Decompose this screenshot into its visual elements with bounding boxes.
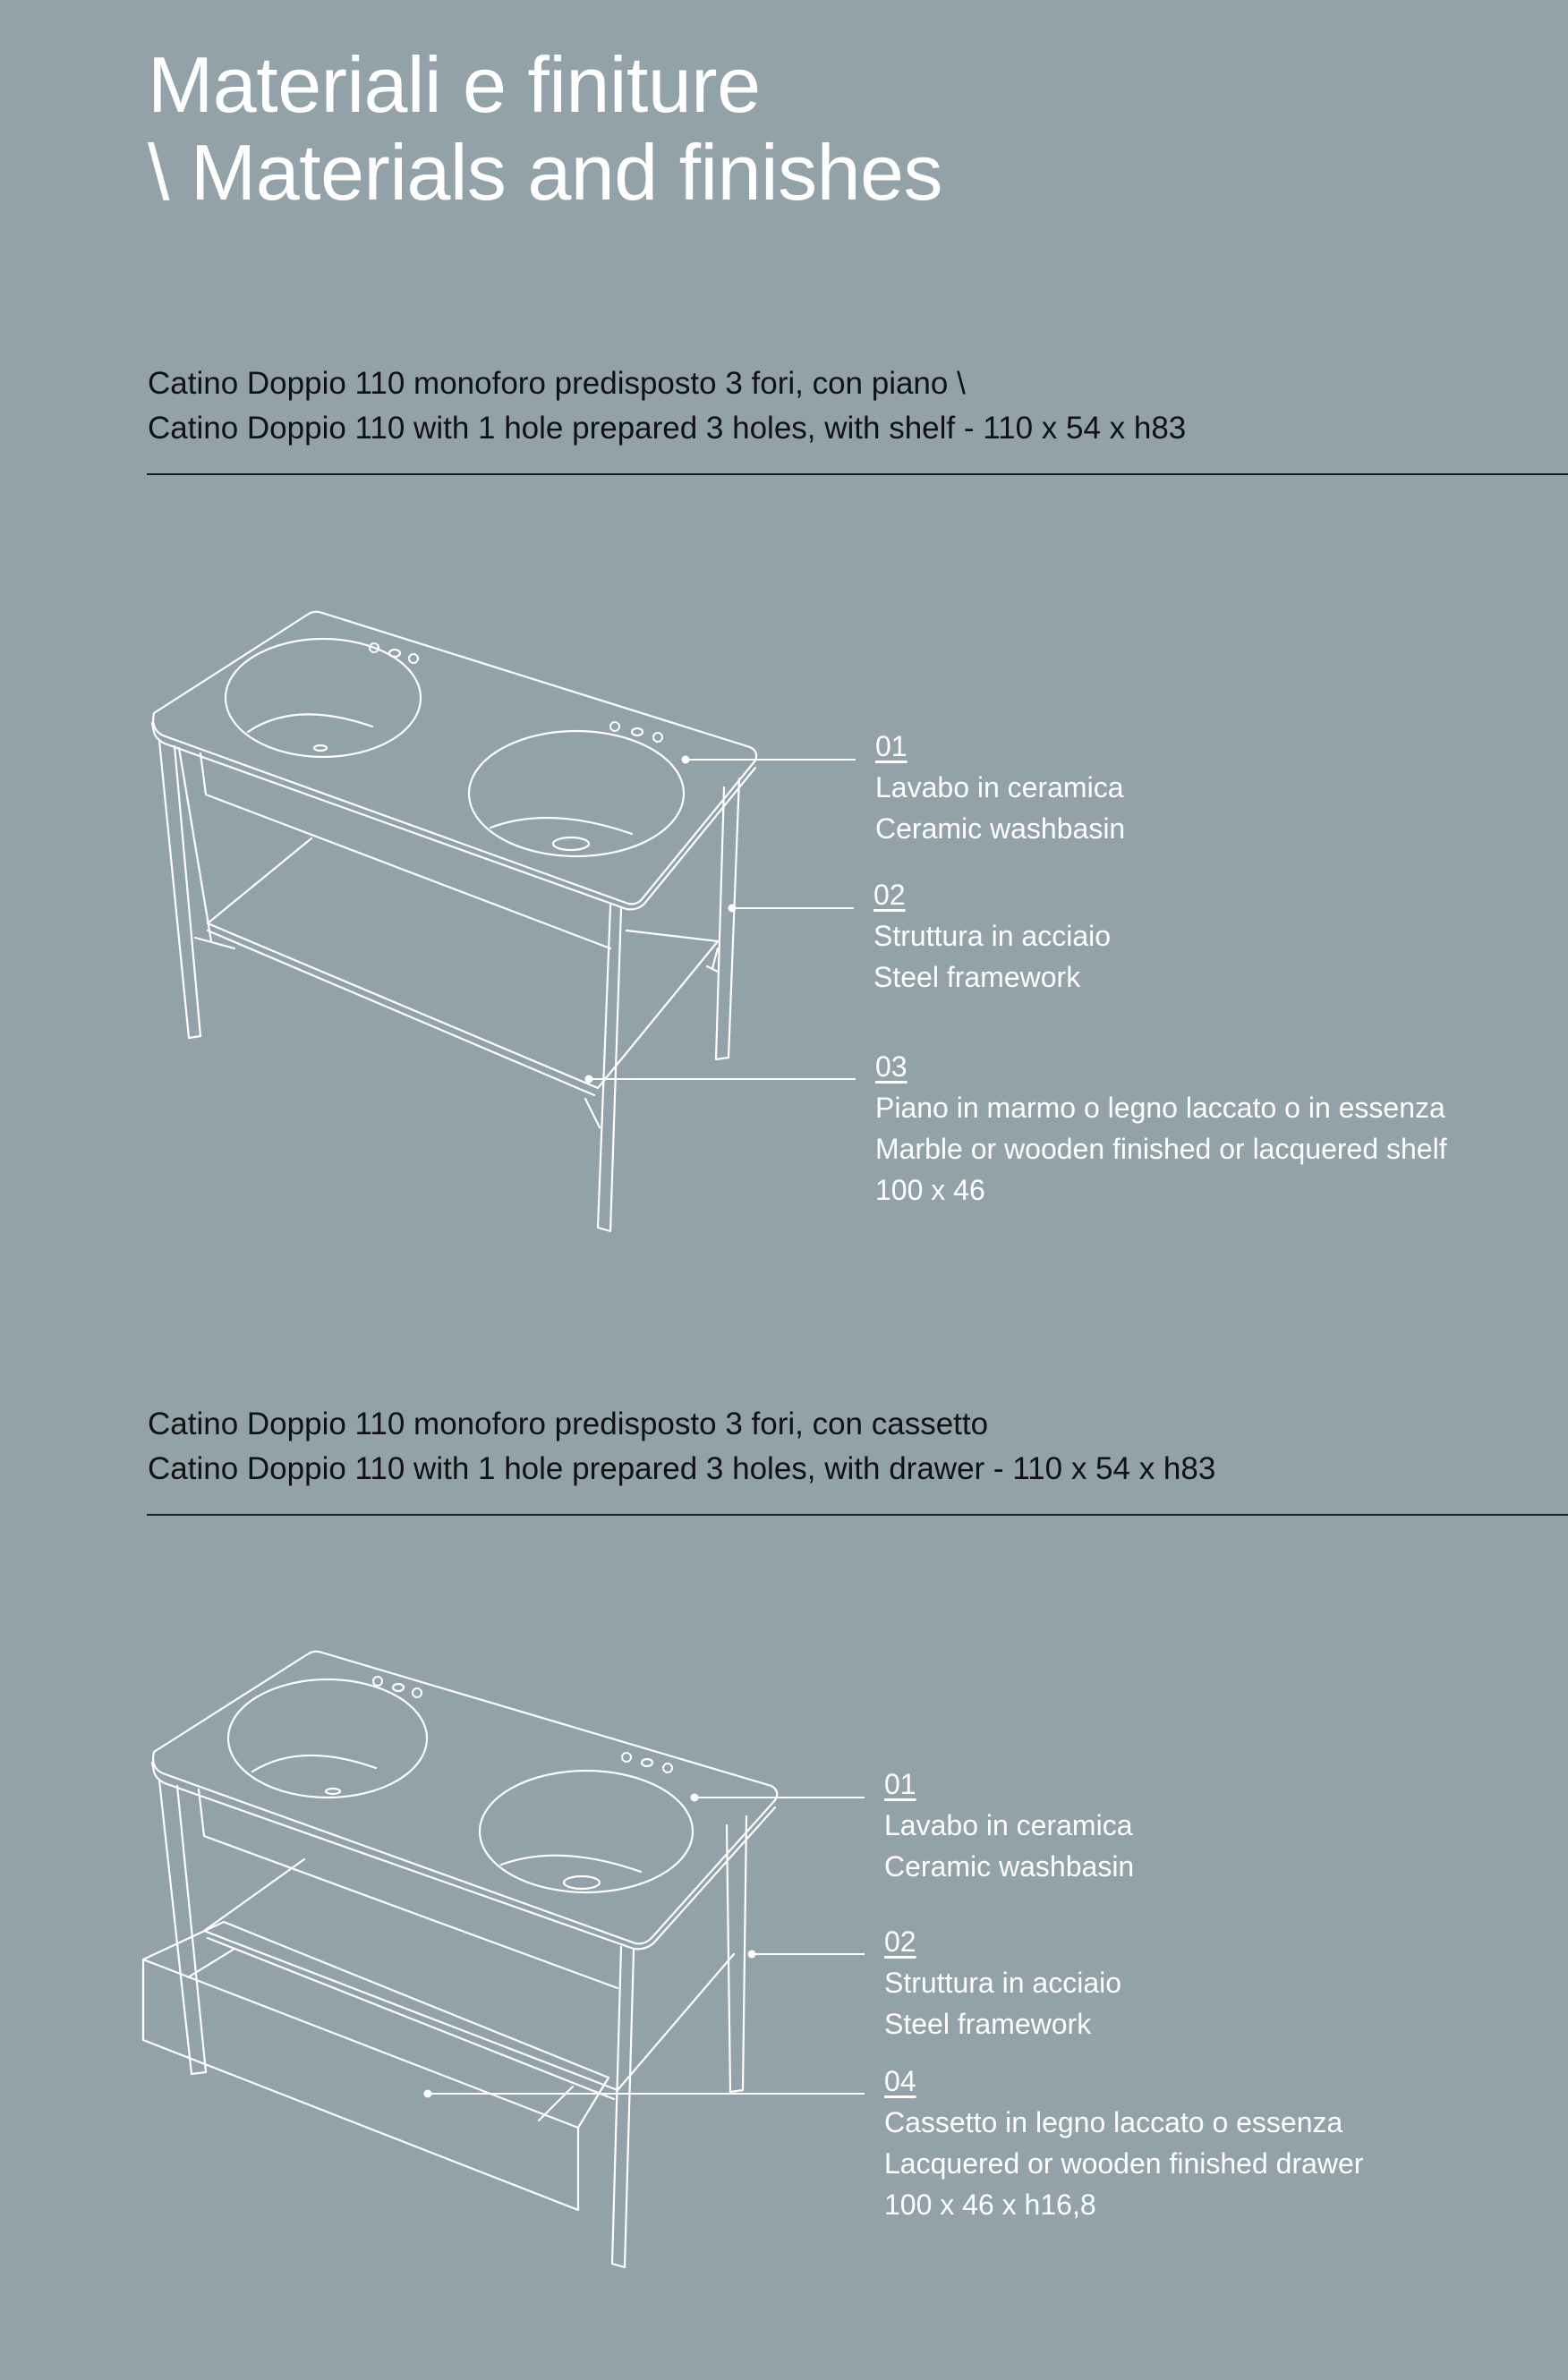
callout-number: 02 [884,1925,916,1958]
callout-english: Marble or wooden finished or lacquered shelf [875,1133,1447,1165]
callout-number: 01 [884,1768,916,1800]
section-heading-drawer [148,1402,1215,1492]
section-heading-italian: Catino Doppio 110 monoforo predisposto 3 fori, con piano \ [148,366,966,401]
section-heading-english: Catino Doppio 110 with 1 hole prepared 3 holes, with drawer - 110 x 54 x h83 [148,1451,1216,1486]
callout-english: Ceramic washbasin [884,1850,1135,1883]
callout-italian: Cassetto in legno laccato o essenza [884,2106,1343,2138]
callout-english: Ceramic washbasin [875,812,1126,845]
callout-english: Lacquered or wooden finished drawer [884,2147,1364,2180]
callout-number: 02 [873,879,906,911]
callout-01-washbasin [875,726,1125,849]
section-heading-shelf [148,361,1186,451]
section-heading-italian: Catino Doppio 110 monoforo predisposto 3 fori, con cassetto [148,1407,989,1441]
callout-number: 01 [875,730,908,762]
section-divider [147,473,1568,475]
callout-number: 03 [875,1050,908,1083]
callout-italian: Struttura in acciaio [884,1967,1122,1999]
callout-dimensions: 100 x 46 x h16,8 [884,2189,1096,2221]
callout-04-drawer [884,2061,1363,2225]
callout-02-framework [884,1921,1121,2044]
page-title-english: \ Materials and finishes [148,128,942,217]
callout-number: 04 [884,2065,916,2097]
vanity-with-shelf-drawing [0,537,1568,1342]
callout-english: Steel framework [873,961,1081,993]
page-title [148,41,942,217]
callout-dimensions: 100 x 46 [875,1174,985,1206]
callout-03-shelf [875,1046,1447,1211]
section-divider [147,1514,1568,1516]
callout-english: Steel framework [884,2008,1092,2040]
page-title-italian: Materiali e finiture [148,40,761,129]
callout-italian: Piano in marmo o legno laccato o in essenza [875,1092,1445,1124]
callout-02-framework [873,874,1111,998]
callout-italian: Lavabo in ceramica [875,771,1124,803]
callout-01-washbasin [884,1764,1134,1887]
callout-italian: Struttura in acciaio [873,920,1112,952]
vanity-with-drawer-drawing [0,1575,1568,2380]
callout-italian: Lavabo in ceramica [884,1809,1133,1841]
section-heading-english: Catino Doppio 110 with 1 hole prepared 3 holes, with shelf - 110 x 54 x h83 [148,411,1187,446]
